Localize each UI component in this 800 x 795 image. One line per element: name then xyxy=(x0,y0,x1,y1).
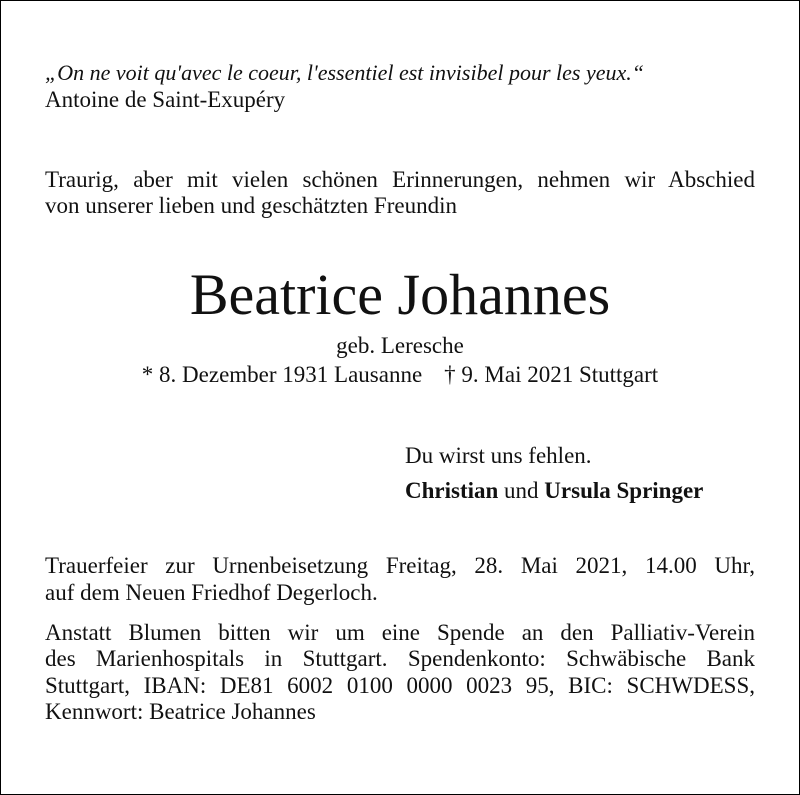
life-dates xyxy=(0,362,800,388)
quote-text: „On ne voit qu'avec le coeur, l'essentiel est invisibel pour les yeux.“ xyxy=(45,60,644,85)
birth-name: geb. Leresche xyxy=(336,333,464,358)
ceremony-line-2: auf dem Neuen Friedhof Degerloch. xyxy=(45,580,378,605)
birth-date: * 8. Dezember 1931 Lausanne xyxy=(141,362,423,387)
intro-line-2: von unserer lieben und geschätzten Freundin xyxy=(45,193,457,218)
intro-line-1: Traurig, aber mit vielen schönen Erinnerungen, nehmen wir Abschied xyxy=(45,167,755,192)
farewell-line: Du wirst uns fehlen. xyxy=(405,443,592,468)
deceased-name: Beatrice Johannes xyxy=(189,262,611,327)
signer-2: Ursula Springer xyxy=(544,478,704,503)
ceremony-line-1: Trauerfeier zur Urnenbeisetzung Freitag, 28. Mai 2021, 14.00 Uhr, xyxy=(45,553,755,578)
signers xyxy=(405,478,703,504)
donation-line-2: des Marienhospitals in Stuttgart. Spendenkonto: Schwäbische Bank xyxy=(45,646,755,671)
donation-line-4: Kennwort: Beatrice Johannes xyxy=(45,699,316,724)
signer-1: Christian xyxy=(405,478,499,503)
donation-line-3: Stuttgart, IBAN: DE81 6002 0100 0000 0023 95, BIC: SCHWDESS, xyxy=(45,673,755,698)
signer-and: und xyxy=(504,478,539,503)
death-date: † 9. Mai 2021 Stuttgart xyxy=(444,362,659,387)
quote-author: Antoine de Saint-Exupéry xyxy=(45,87,286,112)
donation-line-1: Anstatt Blumen bitten wir um eine Spende an den Palliativ-Verein xyxy=(45,620,755,645)
